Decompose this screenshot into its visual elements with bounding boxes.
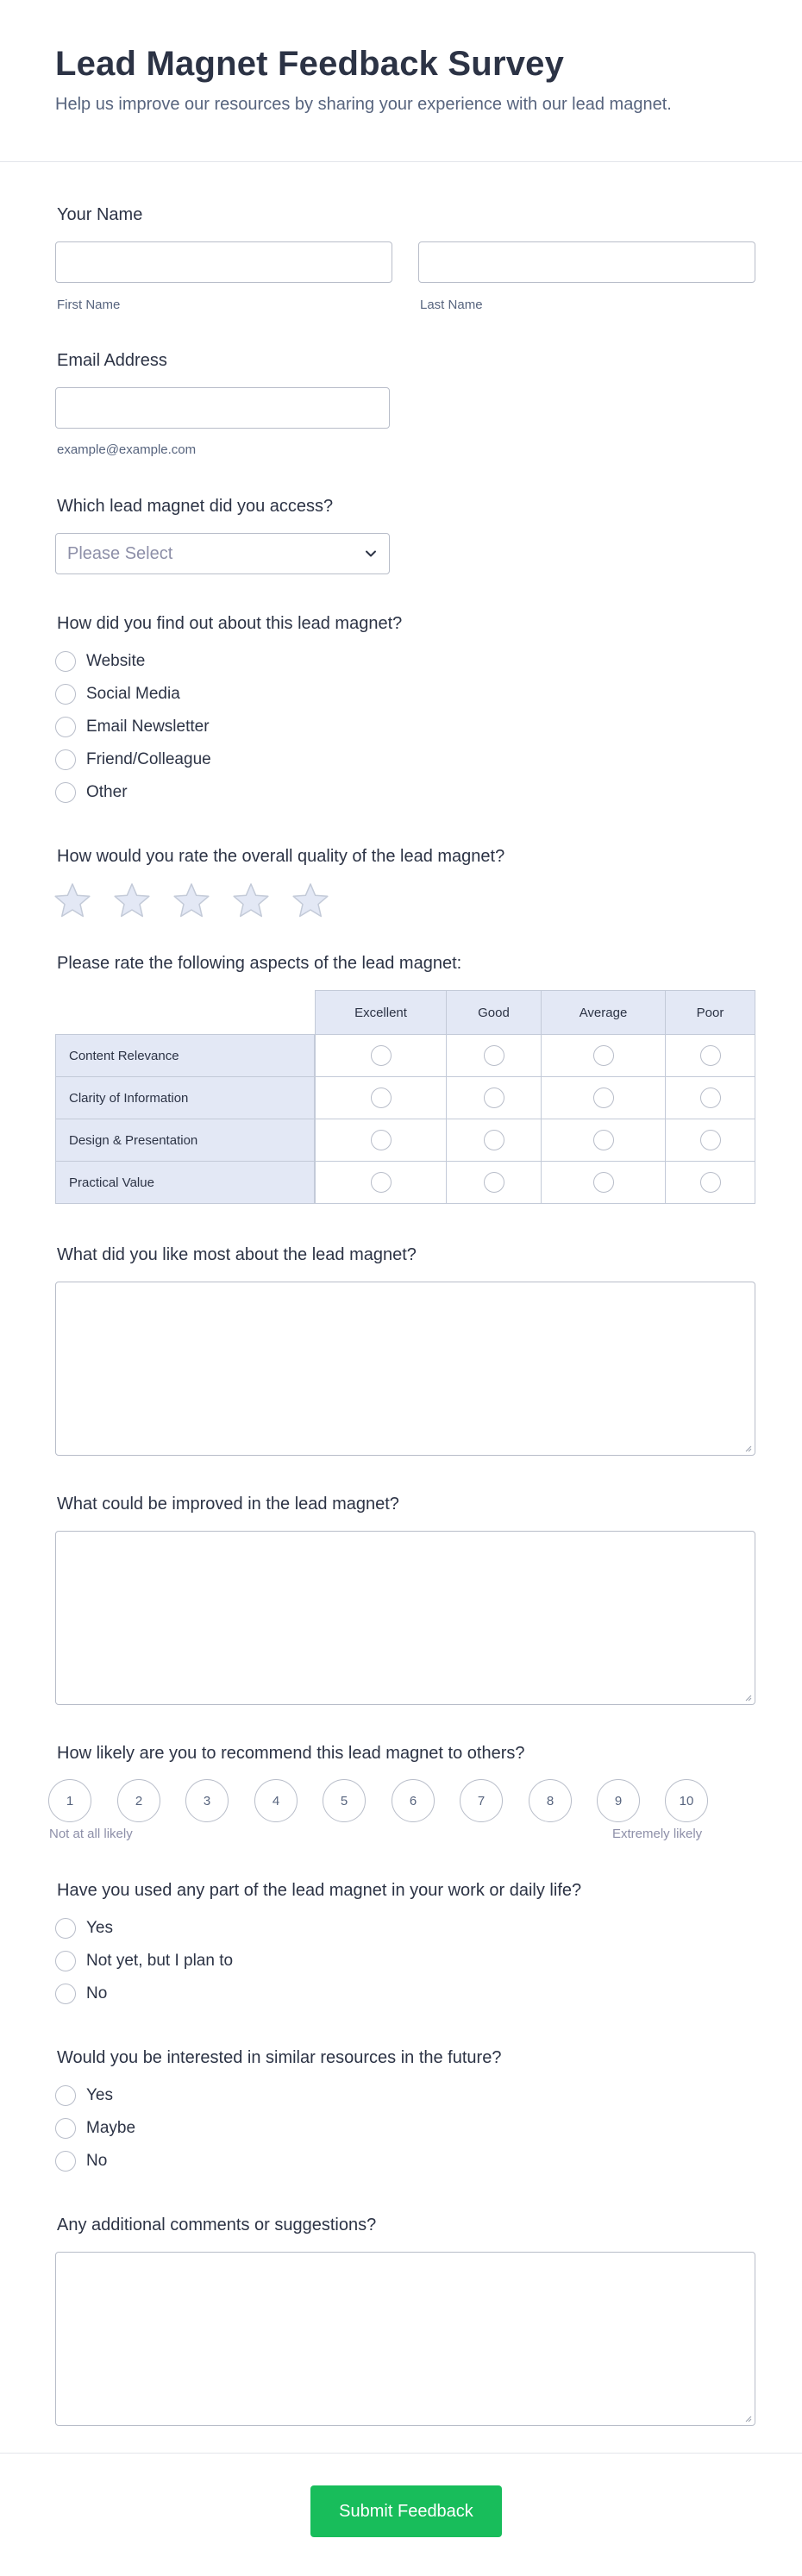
submit-button[interactable]: Submit Feedback bbox=[310, 2485, 502, 2537]
improve-label: What could be improved in the lead magnet? bbox=[57, 1495, 399, 1514]
star-icon[interactable] bbox=[113, 882, 151, 918]
radio-button[interactable] bbox=[484, 1172, 504, 1193]
source-option[interactable] bbox=[55, 650, 145, 673]
used-label: Have you used any part of the lead magnet in your work or daily life? bbox=[57, 1881, 582, 1900]
last-name-input[interactable] bbox=[418, 241, 755, 283]
rating-matrix bbox=[55, 990, 755, 1207]
interest-option[interactable] bbox=[55, 2084, 113, 2107]
scale-option[interactable]: 6 bbox=[392, 1779, 435, 1822]
scale-min-caption: Not at all likely bbox=[49, 1827, 133, 1841]
used-option[interactable] bbox=[55, 1983, 107, 2005]
matrix-cell bbox=[446, 1119, 542, 1162]
resize-grip-icon[interactable] bbox=[743, 2414, 752, 2422]
liked-textarea[interactable] bbox=[55, 1282, 755, 1456]
radio-button[interactable] bbox=[593, 1130, 614, 1150]
radio-button[interactable] bbox=[55, 1951, 76, 1971]
scale-option[interactable]: 1 bbox=[48, 1779, 91, 1822]
rating-label: How would you rate the overall quality of the lead magnet? bbox=[57, 847, 505, 866]
radio-button[interactable] bbox=[700, 1045, 721, 1066]
source-label: How did you find out about this lead magnet? bbox=[57, 614, 403, 633]
interest-option[interactable] bbox=[55, 2117, 135, 2140]
radio-button[interactable] bbox=[55, 2151, 76, 2172]
first-name-sublabel: First Name bbox=[57, 298, 121, 312]
matrix-cell bbox=[446, 1076, 542, 1119]
radio-button[interactable] bbox=[55, 749, 76, 770]
magnet-select-value: Please Select bbox=[67, 544, 173, 563]
radio-button[interactable] bbox=[371, 1087, 392, 1108]
improve-textarea[interactable] bbox=[55, 1531, 755, 1705]
email-label: Email Address bbox=[57, 351, 167, 370]
matrix-cell bbox=[315, 1161, 447, 1204]
recommend-label: How likely are you to recommend this lead magnet to others? bbox=[57, 1744, 525, 1763]
radio-button[interactable] bbox=[55, 2118, 76, 2139]
matrix-cell bbox=[541, 1034, 666, 1077]
scale-option[interactable]: 3 bbox=[185, 1779, 229, 1822]
matrix-cell bbox=[541, 1161, 666, 1204]
chevron-down-icon bbox=[363, 546, 379, 561]
comments-label: Any additional comments or suggestions? bbox=[57, 2216, 377, 2234]
radio-button[interactable] bbox=[55, 2085, 76, 2106]
scale-option[interactable]: 9 bbox=[597, 1779, 640, 1822]
radio-label: Not yet, but I plan to bbox=[86, 1952, 234, 1970]
radio-button[interactable] bbox=[484, 1130, 504, 1150]
radio-label: Yes bbox=[86, 1919, 113, 1937]
resize-grip-icon[interactable] bbox=[743, 1444, 752, 1452]
matrix-cell bbox=[541, 1119, 666, 1162]
radio-button[interactable] bbox=[700, 1130, 721, 1150]
radio-label: Email Newsletter bbox=[86, 718, 210, 736]
star-icon[interactable] bbox=[232, 882, 270, 918]
star-icon[interactable] bbox=[291, 882, 329, 918]
radio-button[interactable] bbox=[371, 1045, 392, 1066]
radio-button[interactable] bbox=[55, 1984, 76, 2004]
name-label: Your Name bbox=[57, 205, 143, 224]
matrix-cell bbox=[315, 1076, 447, 1119]
scale-option[interactable]: 4 bbox=[254, 1779, 298, 1822]
radio-label: Social Media bbox=[86, 685, 180, 703]
matrix-cell bbox=[665, 1119, 755, 1162]
radio-button[interactable] bbox=[593, 1045, 614, 1066]
radio-button[interactable] bbox=[55, 782, 76, 803]
radio-button[interactable] bbox=[700, 1087, 721, 1108]
source-option[interactable] bbox=[55, 716, 210, 738]
matrix-row-label: Design & Presentation bbox=[55, 1119, 315, 1162]
radio-button[interactable] bbox=[55, 684, 76, 705]
radio-button[interactable] bbox=[371, 1130, 392, 1150]
form-title: Lead Magnet Feedback Survey bbox=[55, 45, 565, 83]
matrix-col-header: Excellent bbox=[315, 990, 447, 1035]
matrix-col-header: Poor bbox=[665, 990, 755, 1035]
scale-option[interactable]: 2 bbox=[117, 1779, 160, 1822]
radio-label: No bbox=[86, 2152, 108, 2170]
radio-button[interactable] bbox=[371, 1172, 392, 1193]
radio-button[interactable] bbox=[55, 651, 76, 672]
radio-label: Website bbox=[86, 652, 146, 670]
matrix-row-label: Content Relevance bbox=[55, 1034, 315, 1077]
matrix-cell bbox=[665, 1161, 755, 1204]
matrix-cell bbox=[446, 1034, 542, 1077]
radio-button[interactable] bbox=[484, 1045, 504, 1066]
radio-button[interactable] bbox=[593, 1172, 614, 1193]
matrix-cell bbox=[315, 1119, 447, 1162]
matrix-cell bbox=[315, 1034, 447, 1077]
first-name-input[interactable] bbox=[55, 241, 392, 283]
matrix-col-header: Average bbox=[541, 990, 666, 1035]
form-subtitle: Help us improve our resources by sharing your experience with our lead magnet. bbox=[55, 95, 672, 114]
scale-option[interactable]: 5 bbox=[323, 1779, 366, 1822]
radio-label: No bbox=[86, 1984, 108, 2003]
source-option[interactable] bbox=[55, 781, 128, 804]
radio-label: Friend/Colleague bbox=[86, 750, 211, 768]
magnet-label: Which lead magnet did you access? bbox=[57, 497, 334, 516]
scale-option[interactable]: 7 bbox=[460, 1779, 503, 1822]
matrix-row-label: Clarity of Information bbox=[55, 1076, 315, 1119]
radio-button[interactable] bbox=[484, 1087, 504, 1108]
last-name-sublabel: Last Name bbox=[420, 298, 483, 312]
used-option[interactable] bbox=[55, 1917, 113, 1940]
scale-max-caption: Extremely likely bbox=[612, 1827, 703, 1841]
email-sublabel: example@example.com bbox=[57, 442, 197, 457]
matrix-cell bbox=[665, 1076, 755, 1119]
scale-option[interactable]: 8 bbox=[529, 1779, 572, 1822]
radio-label: Yes bbox=[86, 2086, 113, 2104]
radio-label: Other bbox=[86, 783, 128, 801]
email-input[interactable] bbox=[55, 387, 390, 429]
liked-label: What did you like most about the lead magnet? bbox=[57, 1245, 417, 1264]
matrix-col-header: Good bbox=[446, 990, 542, 1035]
star-icon[interactable] bbox=[172, 882, 210, 918]
interest-option[interactable] bbox=[55, 2150, 107, 2172]
used-option[interactable] bbox=[55, 1950, 233, 1972]
radio-label: Maybe bbox=[86, 2119, 136, 2137]
source-option[interactable] bbox=[55, 683, 180, 705]
radio-button[interactable] bbox=[700, 1172, 721, 1193]
matrix-cell bbox=[665, 1034, 755, 1077]
radio-button[interactable] bbox=[55, 1918, 76, 1939]
matrix-cell bbox=[446, 1161, 542, 1204]
resize-grip-icon[interactable] bbox=[743, 1693, 752, 1702]
radio-button[interactable] bbox=[593, 1087, 614, 1108]
star-icon[interactable] bbox=[53, 882, 91, 918]
magnet-select[interactable] bbox=[55, 533, 390, 574]
form-header bbox=[0, 0, 802, 162]
source-option[interactable] bbox=[55, 749, 211, 771]
matrix-row-label: Practical Value bbox=[55, 1161, 315, 1204]
matrix-label: Please rate the following aspects of the lead magnet: bbox=[57, 954, 462, 973]
scale-option[interactable]: 10 bbox=[665, 1779, 708, 1822]
matrix-cell bbox=[541, 1076, 666, 1119]
radio-button[interactable] bbox=[55, 717, 76, 737]
comments-textarea[interactable] bbox=[55, 2252, 755, 2426]
interest-label: Would you be interested in similar resources in the future? bbox=[57, 2048, 502, 2067]
